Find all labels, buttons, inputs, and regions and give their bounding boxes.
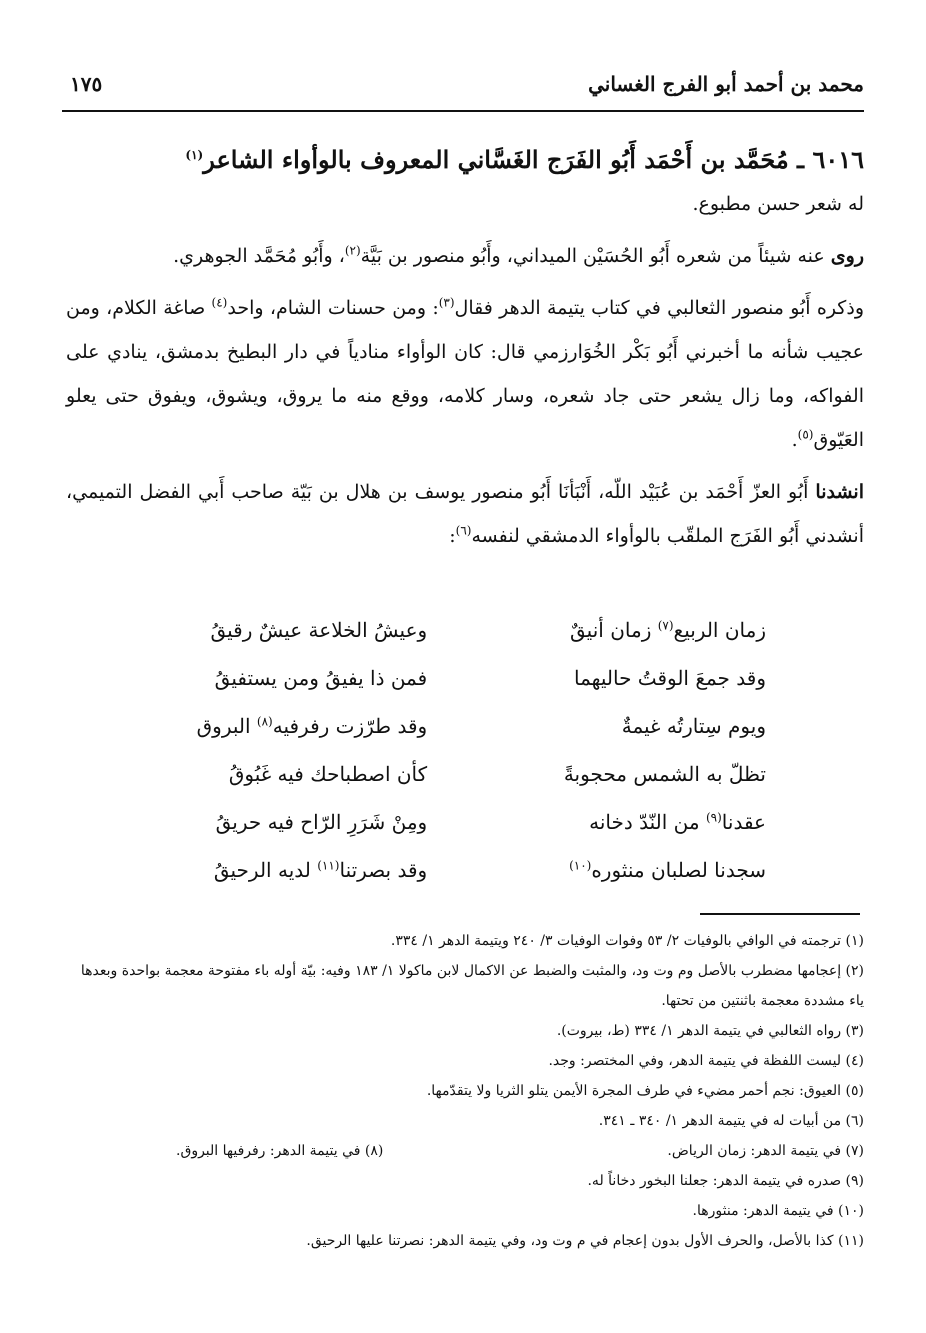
paragraph-text: . xyxy=(791,429,798,451)
verse-first-hemistich: وقد جمعَ الوقتُ حاليهما xyxy=(573,666,766,690)
page-number: ١٧٥ xyxy=(70,72,103,96)
paragraph-text: صاغة الكلام، ومن عجيب شأنه ما أخبرني أَبُو بَكْر الخُوَارزمي قال: كان الوأواء منادياً في دار البطيخ بدمشق، ينادي على الفواكه، وما زال يشعر حتى جاد شعره، وسار كلامه، ووقع منه ما يروق، ويشوق، ويفوق حتى يعلو العَيّوق xyxy=(66,297,864,451)
verse-second-hemistich: وقد بصرتنا$^{(١١)}$ لديه الرحيقُ xyxy=(213,858,428,882)
entry-paragraph-riwaya xyxy=(66,234,864,278)
verse-first-hemistich: تظلّ به الشمس محجوبةً xyxy=(563,762,766,786)
paragraph-text: وذكره أَبُو منصور الثعالبي في كتاب يتيمة الدهر فقال xyxy=(454,297,864,319)
verse-second-hemistich: كأن اصطباحك فيه غَبُوقُ xyxy=(228,762,428,786)
footnote: (٩) صدره في يتيمة الدهر: جعلنا البخور دخاناً له. xyxy=(587,1173,864,1189)
verse-first-hemistich: ويوم سِتارتُه غيمةٌ xyxy=(621,714,766,738)
paragraph-text: ، وأَبُو مُحَمَّد الجوهري. xyxy=(173,245,345,267)
poem-verse xyxy=(150,752,766,800)
verse-second-hemistich: وعيشُ الخلاعة عيشٌ رقيقُ xyxy=(210,618,428,642)
verse-second-hemistich: فمن ذا يفيقُ ومن يستفيقُ xyxy=(214,666,428,690)
running-title: محمد بن أحمد أبو الفرج الغساني xyxy=(588,72,864,96)
verse-second-hemistich: وقد طرّزت رفرفيه$^{(٨)}$ البروق xyxy=(196,714,428,738)
poem-verse xyxy=(150,704,766,752)
poem-verse xyxy=(150,848,766,896)
poem-verse xyxy=(150,656,766,704)
footnote-pair xyxy=(66,1136,864,1166)
paragraph-lead-word: انشدنا xyxy=(815,481,864,503)
poem-verse xyxy=(150,608,766,656)
verse-first-hemistich: عقدنا$^{(٩)}$ من النّدّ دخانه xyxy=(589,810,766,834)
footnotes xyxy=(66,926,864,1256)
footnote-ref: (٨) xyxy=(256,714,273,729)
verse-first-hemistich: سجدنا لصلبان منثوره$^{(١٠)}$ xyxy=(569,858,766,882)
paragraph-text: : ومن حسنات الشام، واحد xyxy=(227,297,439,319)
footnote: (٣) رواه الثعالبي في يتيمة الدهر ١/ ٣٣٤ (ط، بيروت). xyxy=(556,1023,864,1039)
poem xyxy=(150,608,766,896)
footnote-ref: (٢) xyxy=(344,243,361,258)
footnote: (١) ترجمته في الوافي بالوفيات ٢/ ٥٣ وفوات الوفيات ٣/ ٢٤٠ ويتيمة الدهر ١/ ٣٣٤. xyxy=(390,933,864,949)
footnote-rule xyxy=(700,913,860,915)
footnote: (٦) من أبيات له في يتيمة الدهر ١/ ٣٤٠ ـ ٣٤١. xyxy=(598,1113,864,1129)
footnote: (٧) في يتيمة الدهر: زمان الرياض. xyxy=(667,1143,864,1159)
entry-title xyxy=(66,138,864,182)
footnote-ref: (١) xyxy=(185,148,204,162)
footnote-ref: (١١) xyxy=(317,858,340,873)
paragraph-lead-word: روى xyxy=(830,245,864,267)
footnote-ref: (٤) xyxy=(211,295,228,310)
biography-entry xyxy=(66,138,864,558)
footnote-ref: (٧) xyxy=(657,618,674,633)
footnote-ref: (٥) xyxy=(797,427,814,442)
page-header xyxy=(70,72,864,106)
paragraph-text: عنه شيئاً من شعره أَبُو الحُسَيْن الميداني، وأَبُو منصور بن بَيَّة xyxy=(360,245,831,267)
footnote: (٤) ليست اللفظة في يتيمة الدهر، وفي المختصر: وجد. xyxy=(548,1053,864,1069)
footnote: (١١) كذا بالأصل، والحرف الأول بدون إعجام في م وت ود، وفي يتيمة الدهر: نصرتنا عليها الرحيق. xyxy=(306,1233,864,1249)
entry-paragraph-dhakarahu xyxy=(66,286,864,462)
footnote-ref: (٦) xyxy=(455,523,472,538)
footnote: (٥) العيوق: نجم أحمر مضيء في طرف المجرة الأيمن يتلو الثريا ولا يتقدّمها. xyxy=(426,1083,864,1099)
footnote: (١٠) في يتيمة الدهر: منثورها. xyxy=(692,1203,864,1219)
footnote: (٢) إعجامها مضطرب بالأصل وم وت ود، والمثبت والضبط عن الاكمال لابن ماكولا ١/ ١٨٣ وفيه: بيّة أوله باء مفتوحة معجمة بواحدة وبعدها ياء مشددة معجمة باثنتين من تحتها. xyxy=(80,963,864,1009)
verse-second-hemistich: ومِنْ شَرَرِ الرّاح فيه حريقُ xyxy=(215,810,428,834)
footnote-ref: (١٠) xyxy=(569,858,592,873)
footnote-ref: (٣) xyxy=(438,295,455,310)
header-rule xyxy=(62,110,864,112)
entry-line-poetry-note: له شعر حسن مطبوع. xyxy=(692,193,864,215)
entry-title-text: ٦٠١٦ ـ مُحَمَّد بن أَحْمَد أَبُو الفَرَج الغَسَّاني المعروف بالوأواء الشاعر xyxy=(203,145,864,174)
poem-verse xyxy=(150,800,766,848)
entry-paragraph-anshadana xyxy=(66,470,864,558)
verse-first-hemistich: زمان الربيع$^{(٧)}$ زمان أنيقٌ xyxy=(570,618,766,642)
paragraph-text: : xyxy=(449,525,456,547)
footnote-ref: (٩) xyxy=(705,810,722,825)
paragraph-text: أَبُو العزّ أَحْمَد بن عُبَيْد اللّه، أَنْبَأنَا أَبُو منصور يوسف بن هلال بن بَيّة صاحب أَبي الفضل التميمي، أنشدني أَبُو الفَرَج الملقّب بالوأواء الدمشقي لنفسه xyxy=(66,481,864,547)
footnote: (٨) في يتيمة الدهر: رفرفيها البروق. xyxy=(176,1143,384,1159)
